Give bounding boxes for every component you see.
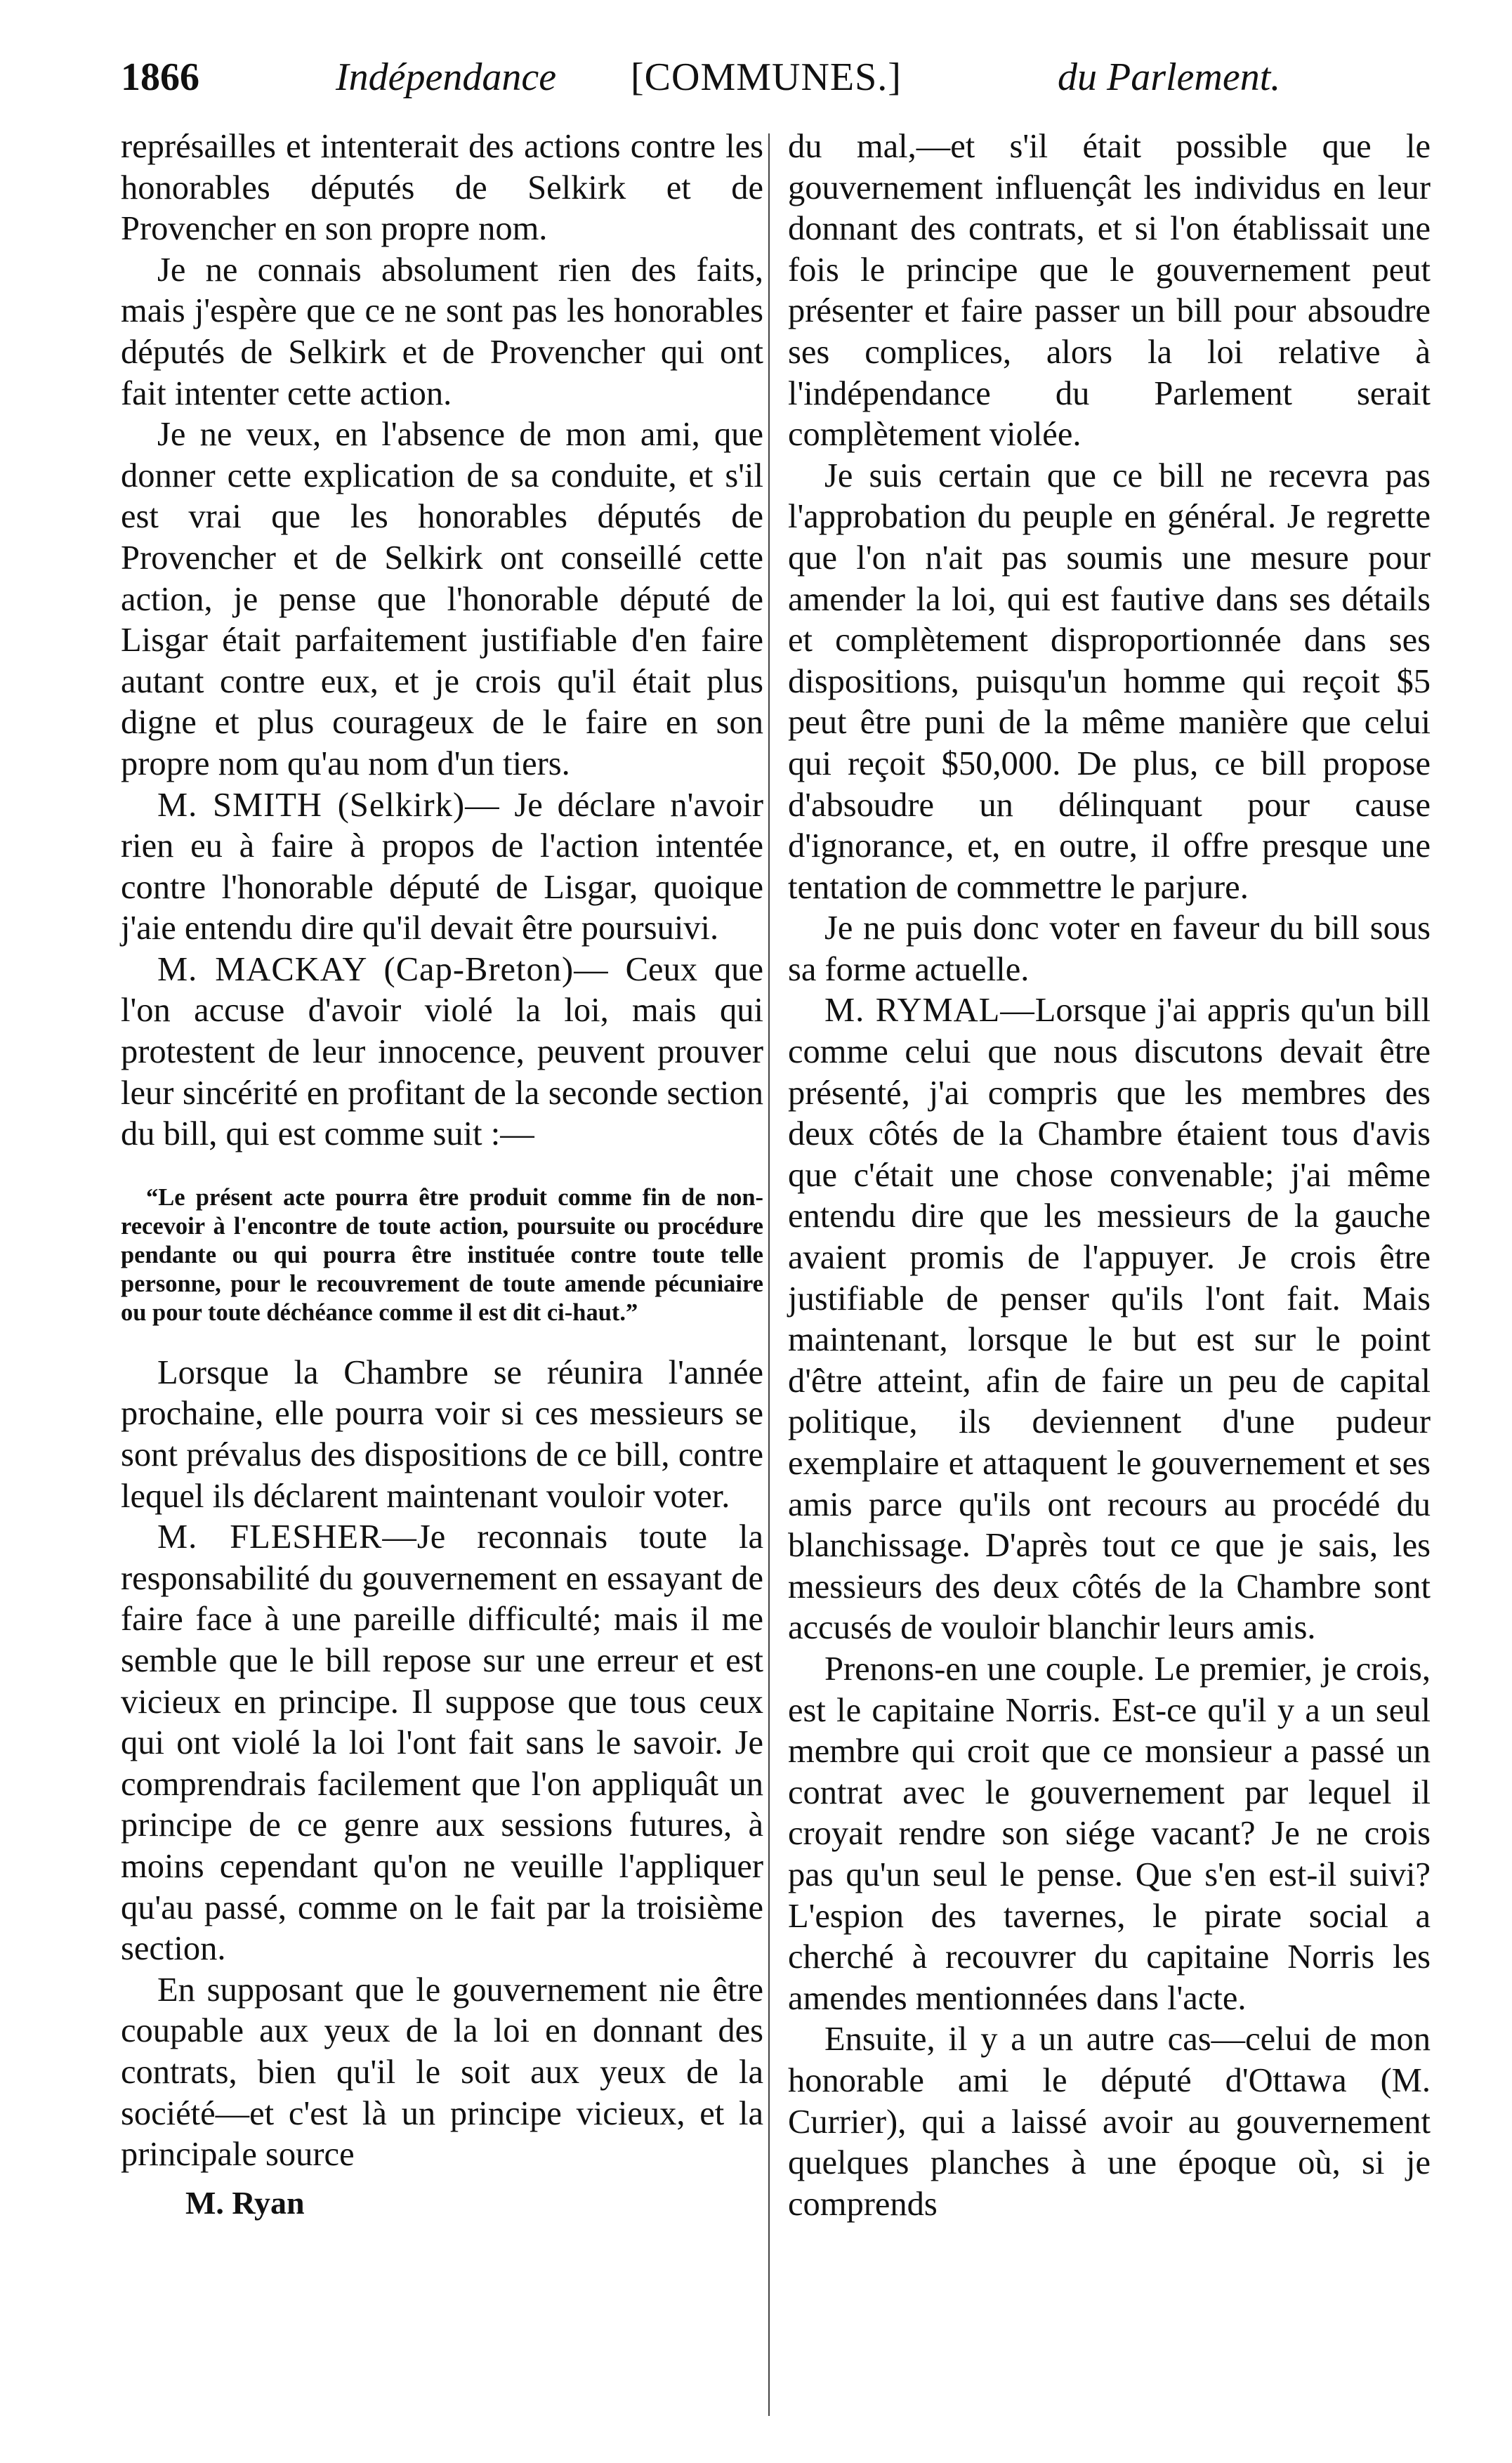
page-number: 1866 (121, 55, 199, 99)
running-title-right: du Parlement. (1058, 55, 1281, 99)
paragraph: représailles et intenterait des actions contre les honorables députés de Selkirk et de Provencher en son propre nom. (121, 128, 763, 248)
speaker-name: M. MACKAY (Cap-Breton)— (157, 950, 609, 988)
speaker-name: M. FLESHER— (157, 1518, 417, 1556)
speaker-name: M. SMITH (Selkirk)— (157, 786, 500, 824)
page-header (0, 49, 1512, 112)
paragraph: Je ne puis donc voter en faveur du bill sous sa forme actuelle. (788, 909, 1431, 988)
speech-paragraph (788, 990, 1431, 1649)
speaker-name: M. RYMAL— (824, 992, 1035, 1030)
speech-text: Je reconnais toute la responsabilité du gouvernement en essayant de faire face à une pareille difficulté; mais il me semble que le bill repose sur une erreur et est vicieux en principe. Il suppose que tous ceux qui ont violé la loi l'ont fait sans le savoir. Je comprendrais facilement que l'on appliquât un principe de ce genre aux sessions futures, à moins cependant qu'on ne veuille l'appliquer qu'au passé, comme on le fait par la troisième section. (121, 1518, 763, 1968)
running-title-center: [COMMUNES.] (631, 55, 902, 99)
catchword: M. Ryan (185, 2184, 305, 2221)
paragraph: Je ne connais absolument rien des faits, mais j'espère que ce ne sont pas les honorables députés de Selkirk et de Provencher qui ont fait intenter cette action. (121, 251, 763, 412)
speech-text: Ceux que l'on accuse d'avoir violé la loi, mais qui protestent de leur innocence, peuvent prouver leur sincérité en profitant de la seconde section du bill, qui est comme suit :— (121, 950, 763, 1153)
column-divider (768, 133, 770, 2416)
bill-quotation: “Le présent acte pourra être produit comme fin de non-recevoir à l'encontre de toute action, poursuite ou procédure pendante ou qui pourra être instituée contre toute telle personne, pour le recouvrement de toute amende pécuniaire ou pour toute déchéance comme il est dit ci-haut.” (121, 1183, 763, 1326)
speech-text: Je déclare n'avoir rien eu à faire à propos de l'action intentée contre l'honorable député de Lisgar, quoique j'aie entendu dire qu'il devait être poursuivi. (121, 786, 763, 947)
speech-paragraph (121, 950, 763, 1155)
speech-paragraph (121, 785, 763, 950)
paragraph: Prenons-en une couple. Le premier, je crois, est le capitaine Norris. Est-ce qu'il y a un seul membre qui croit que ce monsieur a passé un contrat avec le gouvernement par lequel il croyait rendre son siége vacant? Je ne crois pas qu'un seul le pense. Que s'en est-il suivi? L'espion des tavernes, le pirate social a cherché à recouvrer du capitaine Norris les amendes mentionnées dans l'acte. (788, 1650, 1431, 2017)
right-column (788, 126, 1431, 2225)
paragraph: En supposant que le gouvernement nie être coupable aux yeux de la loi en donnant des contrats, bien qu'il le soit aux yeux de la société—et c'est là un principe vicieux, et la principale source (121, 1971, 763, 2174)
paragraph: Je suis certain que ce bill ne recevra pas l'approbation du peuple en général. Je regrette que l'on n'ait pas soumis une mesure pour amender la loi, qui est fautive dans ses détails et complètement disproportionnée dans ses dispositions, puisqu'un homme qui reçoit $5 peut être puni de la même manière que celui qui reçoit $50,000. De plus, ce bill propose d'absoudre un délinquant pour cause d'ignorance, et, en outre, il offre presque une tentation de commettre le parjure. (788, 457, 1431, 906)
paragraph: Je ne veux, en l'absence de mon ami, que donner cette explication de sa conduite, et s'il est vrai que les honorables députés de Provencher et de Selkirk ont conseillé cette action, je pense que l'honorable député de Lisgar était parfaitement justifiable d'en faire autant contre eux, et je crois qu'il était plus digne et plus courageux de le faire en son propre nom qu'au nom d'un tiers. (121, 416, 763, 782)
paragraph: Ensuite, il y a un autre cas—celui de mon honorable ami le député d'Ottawa (M. Currier), qui a laissé avoir au gouvernement quelques planches à une époque où, si je comprends (788, 2021, 1431, 2223)
speech-text: Lorsque j'ai appris qu'un bill comme celui que nous discutons devait être présenté, j'ai compris que les membres des deux côtés de la Chambre étaient tous d'avis que c'était une chose convenable; j'ai même entendu dire que les messieurs de la gauche avaient promis de l'appuyer. Je crois être justifiable de penser qu'ils l'ont fait. Mais maintenant, lorsque le but est sur le point d'être atteint, afin de faire un peu de capital politique, ils deviennent d'une pudeur exemplaire et attaquent le gouvernement et ses amis parce qu'ils ont recours au procédé du blanchissage. D'après tout ce que je sais, les messieurs des deux côtés de la Chambre sont accusés de vouloir blanchir leurs amis. (788, 992, 1431, 1647)
paragraph: du mal,—et s'il était possible que le gouvernement influençât les individus en leur donnant des contrats, et si l'on établissait une fois le principe que le gouvernement peut présenter et faire passer un bill pour absoudre ses complices, alors la loi relative à l'indépendance du Parlement serait complètement violée. (788, 128, 1431, 454)
left-column (121, 126, 763, 2224)
paragraph: Lorsque la Chambre se réunira l'année prochaine, elle pourra voir si ces messieurs se sont prévalus des dispositions de ce bill, contre lequel ils déclarent maintenant vouloir voter. (121, 1353, 763, 1515)
speech-paragraph (121, 1517, 763, 1970)
running-title-left: Indépendance (336, 55, 557, 99)
